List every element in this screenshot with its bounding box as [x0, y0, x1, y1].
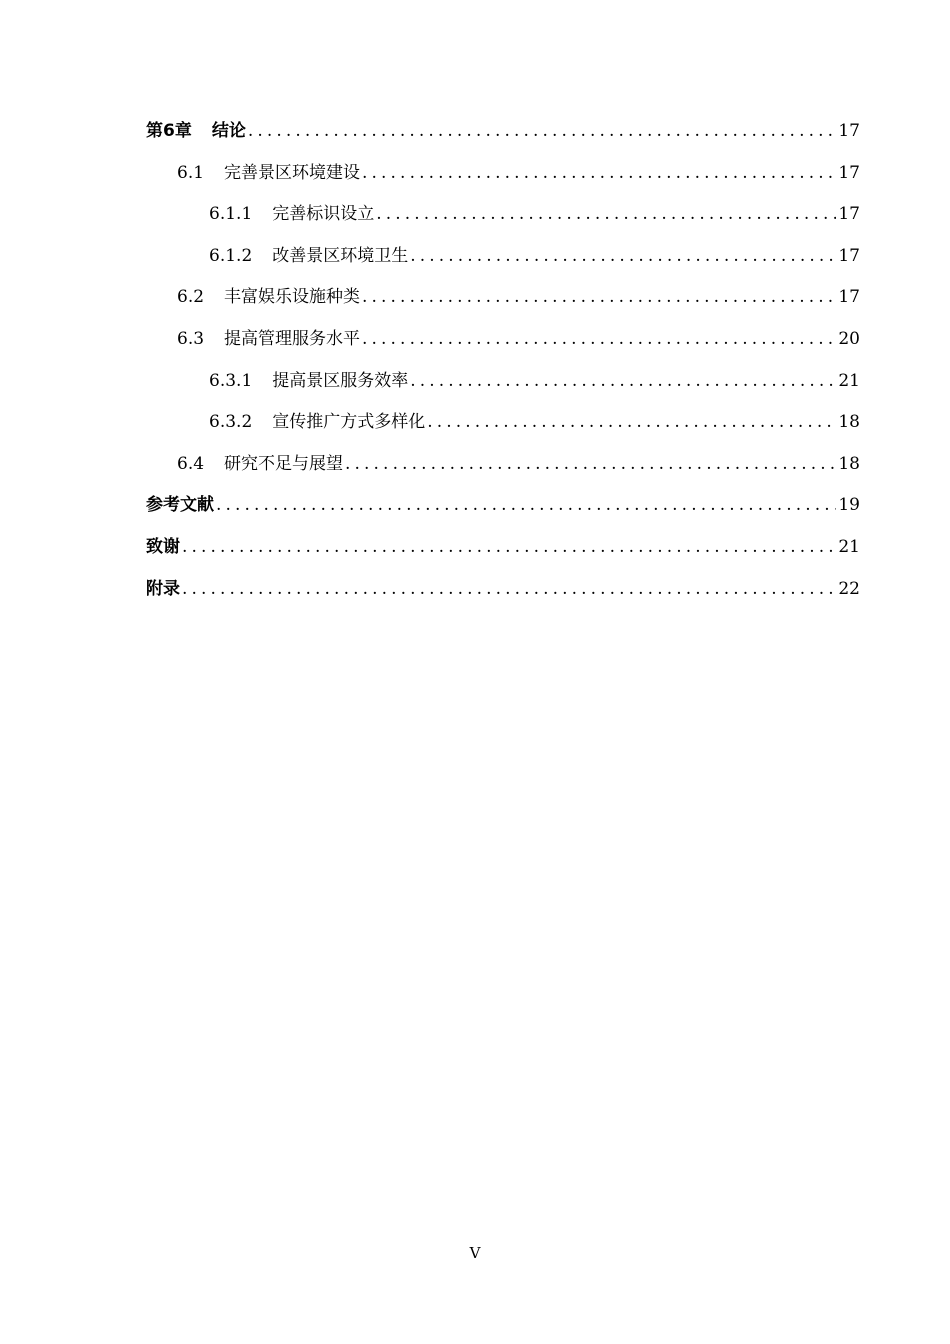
toc-entry-page: 17 — [838, 162, 860, 183]
toc-entry-6-2[interactable] — [146, 282, 860, 324]
toc-entry-6-1-1[interactable] — [146, 199, 860, 241]
toc-entry-6-3-2[interactable] — [146, 407, 860, 449]
toc-entry-number: 6.3 — [177, 328, 205, 349]
toc-entry-number: 6.4 — [177, 453, 205, 474]
toc-entry-title: 参考文献 — [146, 495, 214, 516]
toc-entry-page: 19 — [838, 495, 860, 516]
toc-entry-title: 提高景区服务效率 — [272, 370, 409, 391]
dot-leader — [345, 454, 836, 474]
toc-entry-title: 提高管理服务水平 — [224, 328, 361, 349]
toc-entry-title: 改善景区环境卫生 — [272, 245, 409, 266]
toc-entry-page: 17 — [838, 121, 860, 141]
toc-entry-title: 致谢 — [146, 536, 180, 557]
toc-entry-number: 第6章 — [146, 121, 192, 141]
dot-leader — [427, 412, 836, 432]
toc-entry-number: 6.1 — [177, 162, 205, 183]
dot-leader — [362, 329, 836, 349]
toc-entry-references[interactable] — [146, 490, 860, 532]
dot-leader — [410, 246, 836, 266]
toc-entry-6-1-2[interactable] — [146, 241, 860, 283]
toc-entry-6-1[interactable] — [146, 158, 860, 200]
toc-entry-appendix[interactable] — [146, 574, 860, 616]
dot-leader — [182, 579, 836, 599]
toc-entry-6-4[interactable] — [146, 449, 860, 491]
toc-entry-page: 21 — [838, 370, 860, 391]
toc-entry-chapter-6[interactable] — [146, 116, 860, 158]
dot-leader — [362, 163, 836, 183]
toc-entry-title: 宣传推广方式多样化 — [272, 412, 426, 433]
dot-leader — [216, 495, 836, 515]
toc-entry-number: 6.3.2 — [209, 412, 253, 433]
toc-entry-page: 22 — [838, 578, 860, 599]
toc-entry-number: 6.1.2 — [209, 245, 253, 266]
toc-entry-page: 17 — [838, 245, 860, 266]
toc-entry-number: 6.1.1 — [209, 204, 253, 225]
dot-leader — [376, 204, 836, 224]
table-of-contents — [146, 116, 860, 615]
toc-entry-number: 6.2 — [177, 287, 205, 308]
toc-entry-title: 完善标识设立 — [272, 204, 375, 225]
toc-entry-page: 20 — [838, 328, 860, 349]
dot-leader — [410, 371, 836, 391]
toc-entry-6-3[interactable] — [146, 324, 860, 366]
dot-leader — [248, 121, 837, 141]
toc-entry-acknowledgements[interactable] — [146, 532, 860, 574]
toc-entry-title: 结论 — [211, 121, 246, 141]
dot-leader — [182, 537, 836, 557]
toc-entry-number: 6.3.1 — [209, 370, 253, 391]
toc-entry-title: 研究不足与展望 — [224, 453, 344, 474]
toc-entry-page: 17 — [838, 287, 860, 308]
toc-entry-title: 附录 — [146, 578, 180, 599]
toc-entry-title: 完善景区环境建设 — [224, 162, 361, 183]
toc-entry-page: 18 — [838, 412, 860, 433]
toc-entry-6-3-1[interactable] — [146, 366, 860, 408]
toc-entry-page: 18 — [838, 453, 860, 474]
dot-leader — [362, 287, 836, 307]
toc-entry-page: 21 — [838, 536, 860, 557]
page-number: V — [469, 1244, 481, 1262]
toc-entry-page: 17 — [838, 204, 860, 225]
toc-entry-title: 丰富娱乐设施种类 — [224, 287, 361, 308]
